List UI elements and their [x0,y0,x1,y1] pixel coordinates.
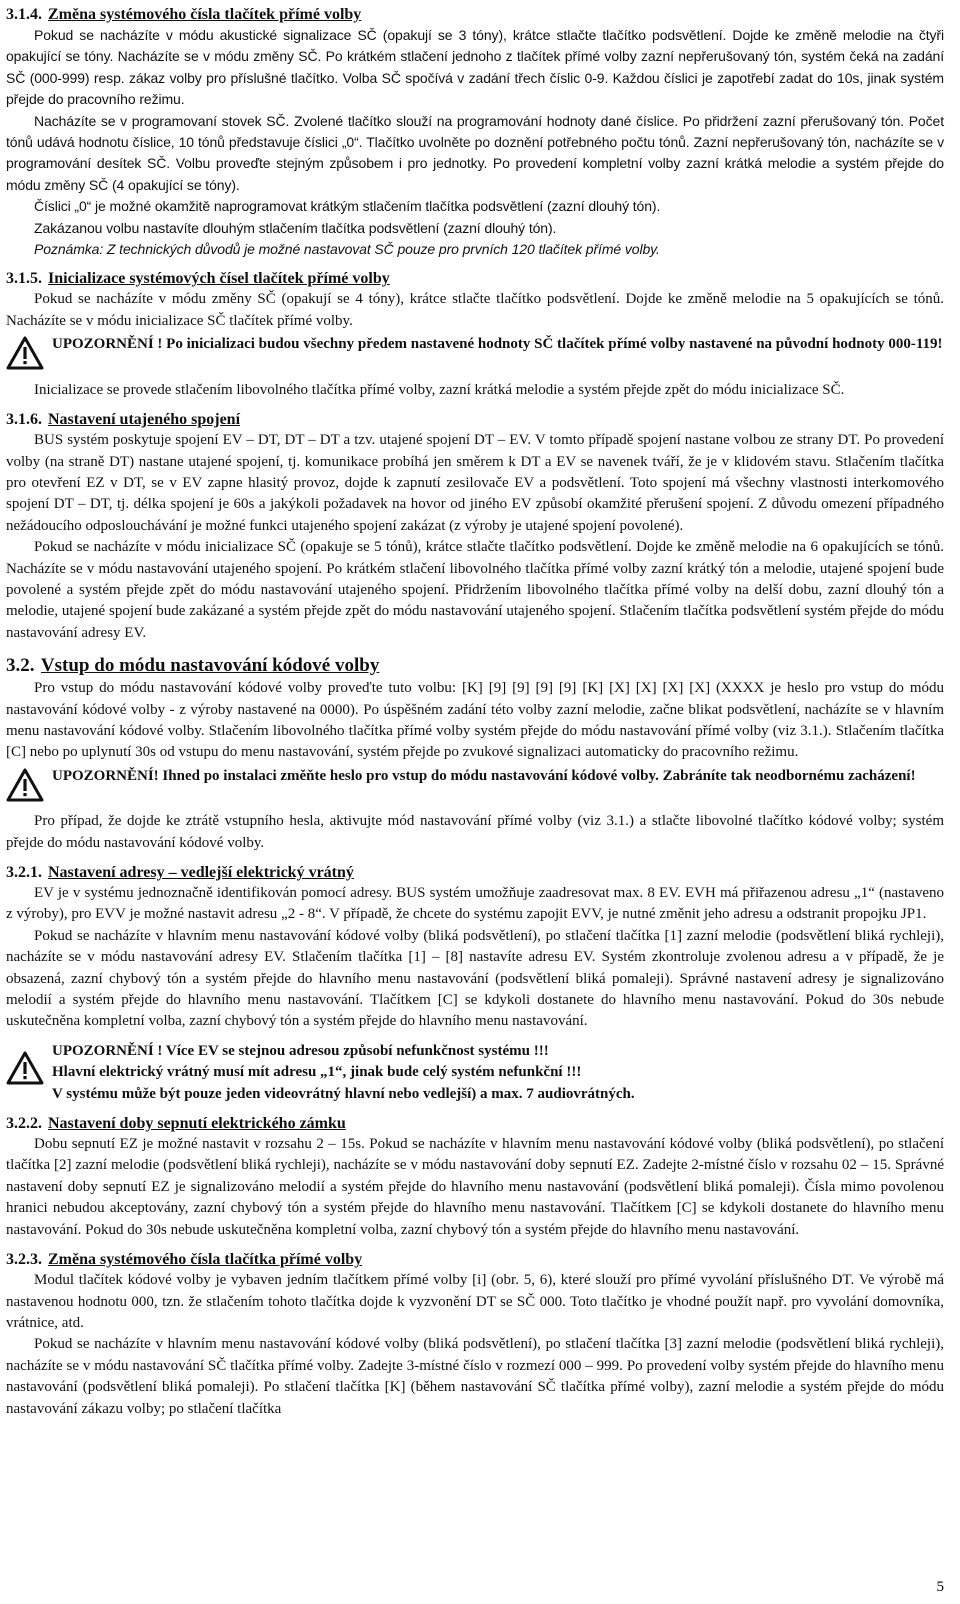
section-heading [6,862,944,883]
section-3-2-3 [6,1249,944,1420]
section-title: Nastavení adresy – vedlejší elektrický vrátný [48,864,354,881]
paragraph: Pokud se nacházíte v módu inicializace SČ (opakuje se 5 tónů), krátce stlačte tlačítko podsvětlení. Dojde ke změně melodie na 6 opakujících se tónů. Nacházíte se v módu nastavování utajeného spojení. Po krátkém stlačení libovolného tlačítka přímé volby zazní krátký tón a melodie, utajené spojení bude povolené a systém přejde zpět do módu nastavování utajeného spojení. Přidržením libovolného tlačítka přímé volby na delší dobu, zazní dlouhý tón a melodie, utajené spojení bude zakázané a systém přejde zpět do módu nastavování utajeného spojení. Stlačením tlačítka podsvětlení systém přejde do módu nastavování adresy EV. [6,539,944,641]
section-title: Změna systémového čísla tlačítka přímé volby [48,1251,363,1269]
paragraph: Pokud se nacházíte v módu změny SČ (opakují se 4 tóny), krátce stlačte tlačítko podsvětlení. Dojde ke změně melodie na 5 opakujících se tónů. Nacházíte se v módu inicializace SČ tlačítek přímé volby. [6,291,944,329]
paragraph: Pro vstup do módu nastavování kódové volby proveďte tuto volbu: [K] [9] [9] [9] [9] [K] [X] [X] [X] [X] (XXXX je heslo pro vstup do módu nastavování kódové volby - z výroby nastavené na 0000). Po úspěšném zadání této volby zazní melodie, začne blikat podsvětlení, nacházíte se v hlavním menu nastavování kódové volby. Stlačením libovolného tlačítka přímé volby systém přejde do módu nastavování přímé volby (viz 3.1.). Stlačením tlačítka [C] nebo po uplynutí 30s od vstupu do menu nastavování, systém přejde po zvukové signalizaci automaticky do pracovního režimu. [6,680,944,761]
section-3-2 [6,654,944,854]
paragraph: Pro případ, že dojde ke ztrátě vstupního hesla, aktivujte mód nastavování přímé volby (viz 3.1.) a stlačte libovolné tlačítko kódové volby; systém přejde do módu nastavování kódové volby. [6,813,944,851]
section-3-1-5 [6,268,944,401]
section-3-1-6 [6,409,944,644]
paragraph: Dobu sepnutí EZ je možné nastavit v rozsahu 2 – 15s. Pokud se nacházíte v hlavním menu nastavování kódové volby (bliká podsvětlení), po stlačení tlačítka [2] zazní melodie (podsvětlení bliká rychleji), nacházíte se v módu nastavování doby sepnutí EZ. Zadejte 2-místné číslo v rozsahu 02 – 15. Správné nastavení doby sepnutí EZ je signalizováno melodií a systém přejde do hlavního menu nastavování (podsvětlení bliká pomaleji). Čísla mimo povolenou hranici nebudou akceptovány, zazní chybový tón a systém přejde do hlavního menu nastavování. Tlačítkem [C] se kdykoli dostanete do hlavního menu nastavování. Pokud do 30s nebude uskutečněna kompletní volba, zazní chybový tón a systém přejde do hlavního menu nastavování. [6,1136,944,1238]
warning-label: UPOZORNĚNÍ ! [52,336,163,353]
section-number: 3.2.3. [6,1251,42,1269]
warning-line: Hlavní elektrický vrátný musí mít adresu „1“, jinak bude celý systém nefunkční !!! [52,1064,582,1081]
paragraph: Modul tlačítek kódové volby je vybaven jedním tlačítkem přímé volby [i] (obr. 5, 6), které slouží pro přímé vyvolání příslušného DT. Ve výrobě má nastavenou hodnotu 000, tzn. že stlačením tohoto tlačítka dojde k vyzvonění DT se SČ 000. Toto tlačítko je vhodné použít např. pro vyvolání domovníka, vrátnice, atd. [6,1272,944,1331]
section-3-2-1 [6,862,944,1105]
warning-label: UPOZORNĚNÍ! [52,767,159,784]
warning-line: UPOZORNĚNÍ ! Více EV se stejnou adresou způsobí nefunkčnost systému !!! [52,1042,549,1059]
warning-block [6,334,944,377]
paragraph: Pokud se nacházíte v módu akustické signalizace SČ (opakují se 3 tóny), krátce stlačte tlačítko podsvětlení. Dojde ke změně melodie na čtyři opakující se tóny. Nacházíte se v módu změny SČ. Po krátkém stlačení jednoho z tlačítek přímé volby zazní nepřerušovaný tón, systém čeká na zadání SČ (000-999) resp. zákaz volby pro příslušné tlačítko. Volba SČ spočívá v zadání třech číslic 0-9. Každou číslici je zapotřebí zadat do 10s, jinak systém přejde do pracovního režimu. [6,27,944,108]
paragraph: Číslici „0“ je možné okamžitě naprogramovat krátkým stlačením tlačítka podsvětlení (zazní dlouhý tón). [34,198,661,215]
paragraph: Inicializace se provede stlačením libovolného tlačítka přímé volby, zazní krátká melodie a systém přejde zpět do módu inicializace SČ. [34,381,845,398]
section-title: Vstup do módu nastavování kódové volby [40,655,380,677]
section-number: 3.1.6. [6,411,42,429]
paragraph: Pokud se nacházíte v hlavním menu nastavování kódové volby (bliká podsvětlení), po stlačení tlačítka [1] zazní melodie (podsvětlení bliká rychleji), nacházíte se v módu nastavování adresy EV. Stlačením tlačítka [1] – [8] nastavíte adresu EV. Systém zkontroluje zvolenou adresu a v případě, že je obsazená, zazní chybový tón a systém přejde do hlavního menu nastavování (podsvětlení bliká pomaleji). Správné nastavení adresy je signalizováno melodií a systém přejde do hlavního menu nastavování. Tlačítkem [C] se kdykoli dostanete do hlavního menu nastavování. Pokud do 30s nebude uskutečněna kompletní volba, zazní chybový tón a systém přejde do hlavního menu nastavování. [6,927,944,1030]
paragraph: Zakázanou volbu nastavíte dlouhým stlačením tlačítka podsvětlení (zazní dlouhý tón). [34,219,557,236]
warning-block [6,1041,944,1105]
paragraph: Pokud se nacházíte v hlavním menu nastavování kódové volby (bliká podsvětlení), po stlačení tlačítka [3] zazní melodie (podsvětlení bliká rychleji), nacházíte se v módu nastavování SČ tlačítka přímé volby. Zadejte 3-místné číslo v rozmezí 000 – 999. Po provedení volby systém přejde do hlavního menu nastavování (podsvětlení bliká pomaleji). Po stlačení tlačítka [K] (během nastavování SČ tlačítka přímé volby), zazní melodie a systém přejde do módu nastavování zákazu volby; po stlačení tlačítka [6,1336,944,1417]
note-paragraph: Poznámka: Z technických důvodů je možné nastavovat SČ pouze pro prvních 120 tlačítek přímé volby. [34,241,660,258]
section-number: 3.2.2. [6,1115,42,1133]
section-number: 3.2. [6,655,35,677]
section-number: 3.1.4. [6,6,42,23]
warning-text [52,334,944,355]
warning-triangle-icon [6,334,52,377]
section-title: Inicializace systémových čísel tlačítek přímé volby [48,270,390,288]
warning-triangle-icon [6,1041,52,1092]
section-title: Nastavení doby sepnutí elektrického zámku [48,1115,346,1133]
section-heading [6,4,944,25]
warning-triangle-icon [6,766,52,809]
paragraph: Nacházíte se v programovaní stovek SČ. Zvolené tlačítko slouží na programování hodnoty dané číslice. Po přidržení zazní přerušovaný tón. Počet tónů udává hodnotu číslice, 10 tónů představuje číslici „0“. Tlačítko uvolněte po doznění potřebného počtu tónů. Zazní nepřerušovaný tón, nacházíte se v programování desítek SČ. Volbu proveďte stejným způsobem i pro jednotky. Po provedení kompletní volby zazní krátká melodie a systém přejde do módu změny SČ (4 opakující se tóny). [6,112,944,193]
section-heading [6,654,944,678]
section-heading [6,1249,944,1270]
warning-line: V systému může být pouze jeden videovrátný hlavní nebo vedlejší) a max. 7 audiovrátných. [52,1085,635,1102]
warning-text [52,766,944,787]
section-3-1-4 [6,4,944,260]
warning-block [6,766,944,809]
section-number: 3.1.5. [6,270,42,288]
warning-text [52,1041,944,1105]
document-page [6,4,944,1420]
warning-body: Po inicializaci budou všechny předem nastavené hodnoty SČ tlačítek přímé volby nastavené na původní hodnoty 000-119! [166,336,943,353]
section-title: Změna systémového čísla tlačítek přímé volby [48,6,362,23]
paragraph: BUS systém poskytuje spojení EV – DT, DT – DT a tzv. utajené spojení DT – EV. V tomto případě spojení nastane volbou ze strany DT. Po provedení volby (na straně DT) nastane utajené spojení, tj. komunikace probíhá jen směrem k DT a EV se navenek tváří, že je v klidovém stavu. Stlačením tlačítka pro otevření EZ v DT, se v EV zapne hlasitý provoz, dojde k zapnutí zesilovače EV a podsvětlení. Toto spojení má všechny vlastnosti interkomového spojení DT – DT, tj. délka spojení je 60s a jakýkoli požadavek na hovor od jiného EV způsobí okamžité přerušení spojení. Z důvodu omezení případného nežádoucího odposlouchávání je možné funkci utajeného spojení zakázat (z výroby je utajené spojení povolené). [6,432,944,534]
section-heading [6,268,944,289]
section-title: Nastavení utajeného spojení [48,411,241,429]
section-heading [6,409,944,430]
section-3-2-2 [6,1113,944,1241]
section-number: 3.2.1. [6,864,42,881]
page-number: 5 [936,1579,944,1595]
section-heading [6,1113,944,1134]
paragraph: EV je v systému jednoznačně identifikován pomocí adresy. BUS systém umožňuje zaadresovat max. 8 EV. EVH má přiřazenou adresu „1“ (nastaveno z výroby), pro EVV je možné nastavit adresu „2 - 8“. V případě, že chcete do systému zapojit EVV, je nutné změnit jeho adresu a odstranit propojku JP1. [6,885,944,923]
warning-body: Ihned po instalaci změňte heslo pro vstup do módu nastavování kódové volby. Zabráníte tak neodbornému zacházení! [162,767,916,784]
